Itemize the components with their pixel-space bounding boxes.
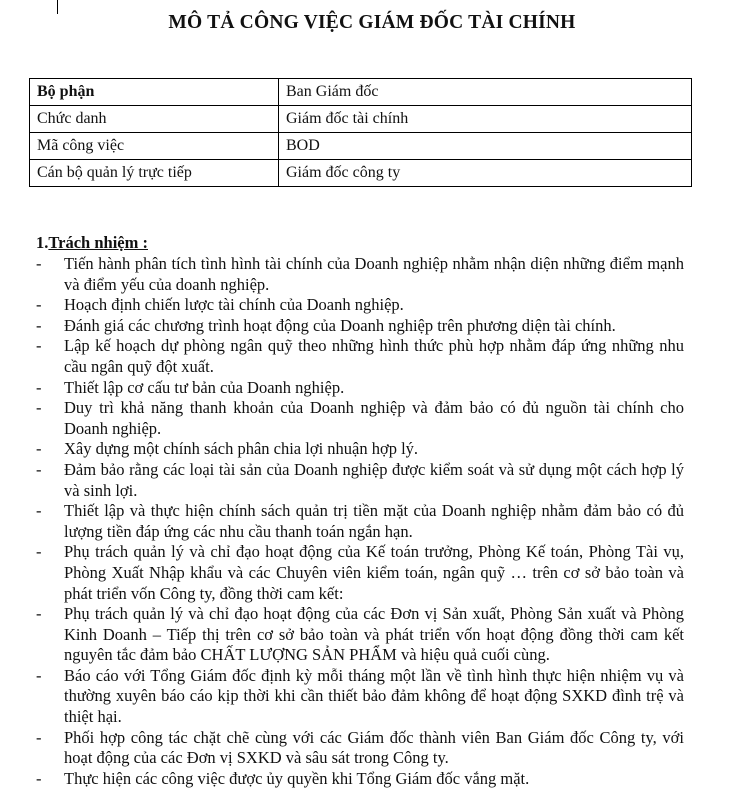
table-row: [30, 106, 692, 133]
row-value-direct-manager: Giám đốc công ty: [279, 160, 692, 187]
section-number: 1.: [36, 233, 49, 252]
row-label-direct-manager: Cán bộ quản lý trực tiếp: [30, 160, 279, 187]
list-item: - Thiết lập cơ cấu tư bản của Doanh nghiệp.: [36, 377, 345, 397]
responsibilities-list: [36, 254, 684, 789]
list-item: - Phụ trách quản lý và chỉ đạo hoạt động của các Đơn vị Sản xuất, Phòng Sản xuất và Phòng Kinh Doanh – Tiếp thị trên cơ sở bảo toàn và phát triển vốn hoạt động đồng thời cam kết nguyên tắc đảm bảo CHẤT LƯỢNG SẢN PHẨM và hiệu quả cuối cùng.: [36, 604, 684, 665]
row-label-position: Chức danh: [30, 106, 279, 133]
list-item: - Phụ trách quản lý và chỉ đạo hoạt động của Kế toán trưởng, Phòng Kế toán, Phòng Tài vụ, Phòng Xuất Nhập khẩu và các Chuyên viên kiểm toán, ngân quỹ … trên cơ sở bảo toàn và phát triển vốn Công ty, đồng thời cam kết:: [36, 542, 684, 603]
list-item: - Thực hiện các công việc được ủy quyền khi Tổng Giám đốc vắng mặt.: [36, 768, 530, 788]
row-label-job-code: Mã công việc: [30, 133, 279, 160]
list-item: - Phối hợp công tác chặt chẽ cùng với các Giám đốc thành viên Ban Giám đốc Công ty, với hoạt động của các Đơn vị SXKD và sâu sát trong Công ty.: [36, 727, 684, 768]
row-value-position: Giám đốc tài chính: [279, 106, 692, 133]
list-item: - Thiết lập và thực hiện chính sách quản trị tiền mặt của Doanh nghiệp nhằm đảm bảo có đủ lượng tiền đáp ứng các nhu cầu thanh toán ngắn hạn.: [36, 501, 684, 541]
row-label-department: Bộ phận: [30, 79, 279, 106]
section-heading-responsibilities: [36, 233, 148, 253]
list-item: - Lập kế hoạch dự phòng ngân quỹ theo những hình thức phù hợp nhằm đáp ứng những nhu cầu ngân quỹ đột xuất.: [36, 336, 684, 376]
list-item: - Duy trì khả năng thanh khoản của Doanh nghiệp và đảm bảo có đủ nguồn tài chính cho Doanh nghiệp.: [36, 398, 684, 438]
row-value-job-code: BOD: [279, 133, 692, 160]
table-row: [30, 79, 692, 106]
list-item: - Đánh giá các chương trình hoạt động của Doanh nghiệp trên phương diện tài chính.: [36, 315, 616, 335]
table-row: [30, 160, 692, 187]
job-info-table: [29, 78, 692, 187]
row-value-department: Ban Giám đốc: [279, 79, 692, 106]
list-item: - Xây dựng một chính sách phân chia lợi nhuận hợp lý.: [36, 439, 419, 459]
list-item: - Hoạch định chiến lược tài chính của Doanh nghiệp.: [36, 295, 404, 315]
document-title: MÔ TẢ CÔNG VIỆC GIÁM ĐỐC TÀI CHÍNH: [168, 12, 576, 33]
list-item: - Tiến hành phân tích tình hình tài chính của Doanh nghiệp nhằm nhận diện những điểm mạnh và điểm yếu của doanh nghiệp.: [36, 254, 684, 294]
list-item: - Đảm bảo rằng các loại tài sản của Doanh nghiệp được kiểm soát và sử dụng một cách hợp lý và sinh lợi.: [36, 459, 684, 500]
section-heading-text: Trách nhiệm :: [48, 233, 148, 252]
list-item: - Báo cáo với Tổng Giám đốc định kỳ mỗi tháng một lần về tình hình thực hiện nhiệm vụ và thường xuyên báo cáo kịp thời khi cần thiết bảo đảm không để hoạt động SXKD đình trệ và thiệt hại.: [36, 665, 684, 727]
table-row: [30, 133, 692, 160]
